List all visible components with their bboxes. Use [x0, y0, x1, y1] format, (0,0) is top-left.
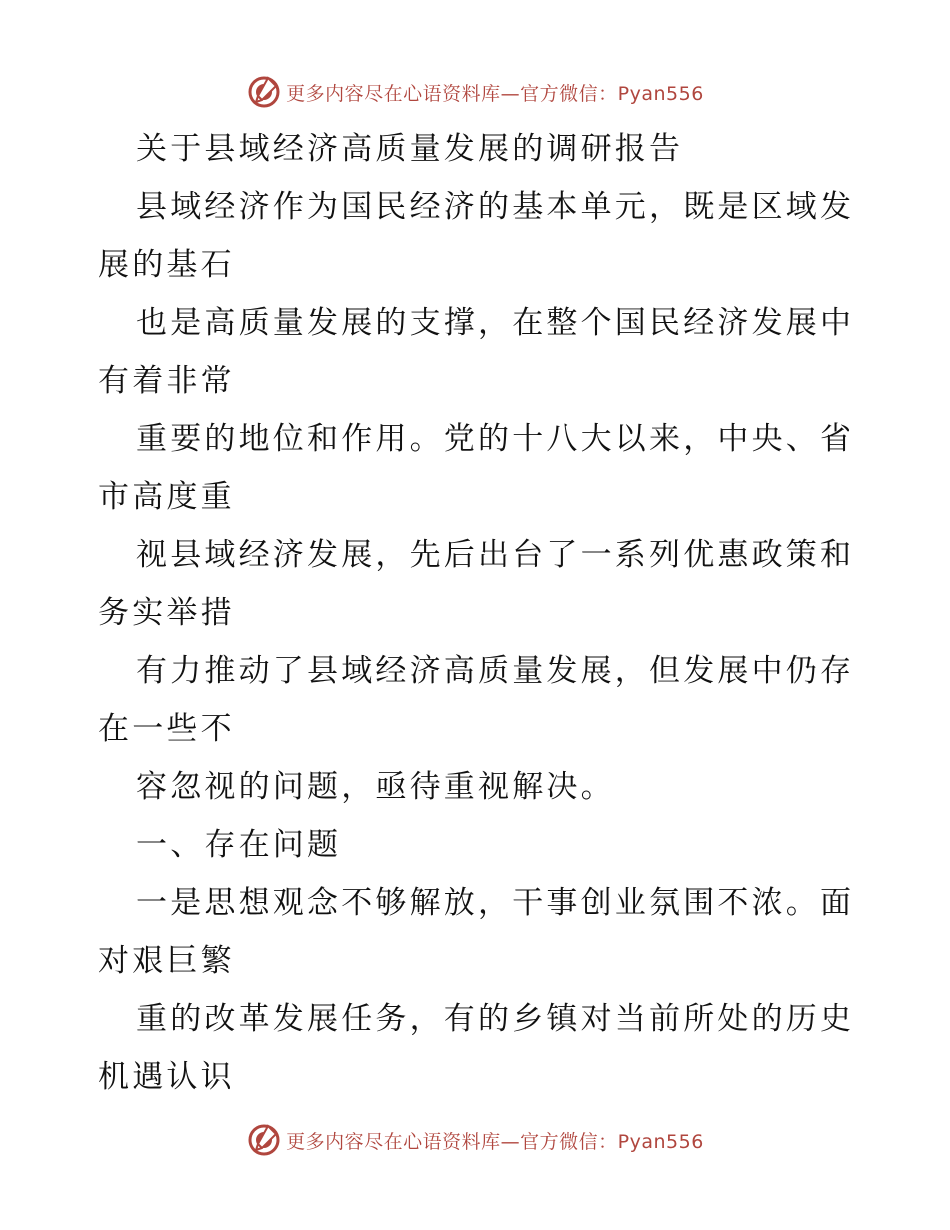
text-line: 市高度重	[98, 479, 235, 515]
text-line: 有着非常	[98, 363, 235, 399]
banner-text: 更多内容尽在心语资料库—官方微信：Pyan556	[286, 1130, 704, 1153]
text-line: 重要的地位和作用。党的十八大以来，中央、省	[136, 421, 855, 457]
pen-seal-icon	[246, 74, 282, 110]
pen-seal-icon	[246, 1122, 282, 1158]
text-line: 展的基石	[98, 247, 235, 283]
text-line: 容忽视的问题，亟待重视解决。	[136, 769, 615, 805]
text-line: 对艰巨繁	[98, 943, 235, 979]
footer-banner	[0, 1118, 950, 1162]
text-line: 视县域经济发展，先后出台了一系列优惠政策和	[136, 537, 855, 573]
banner-text: 更多内容尽在心语资料库—官方微信：Pyan556	[286, 82, 704, 105]
text-line: 有力推动了县域经济高质量发展，但发展中仍存	[136, 653, 855, 689]
text-line: 也是高质量发展的支撑，在整个国民经济发展中	[136, 305, 855, 341]
text-line: 一、存在问题	[136, 827, 342, 863]
text-line: 县域经济作为国民经济的基本单元，既是区域发	[136, 189, 855, 225]
header-banner	[0, 70, 950, 114]
text-line: 一是思想观念不够解放，干事创业氛围不浓。面	[136, 885, 855, 921]
text-line: 机遇认识	[98, 1059, 235, 1095]
text-line: 务实举措	[98, 595, 235, 631]
text-line: 重的改革发展任务，有的乡镇对当前所处的历史	[136, 1001, 855, 1037]
document-body	[98, 120, 858, 1106]
text-line: 关于县域经济高质量发展的调研报告	[136, 131, 684, 167]
text-line: 在一些不	[98, 711, 235, 747]
